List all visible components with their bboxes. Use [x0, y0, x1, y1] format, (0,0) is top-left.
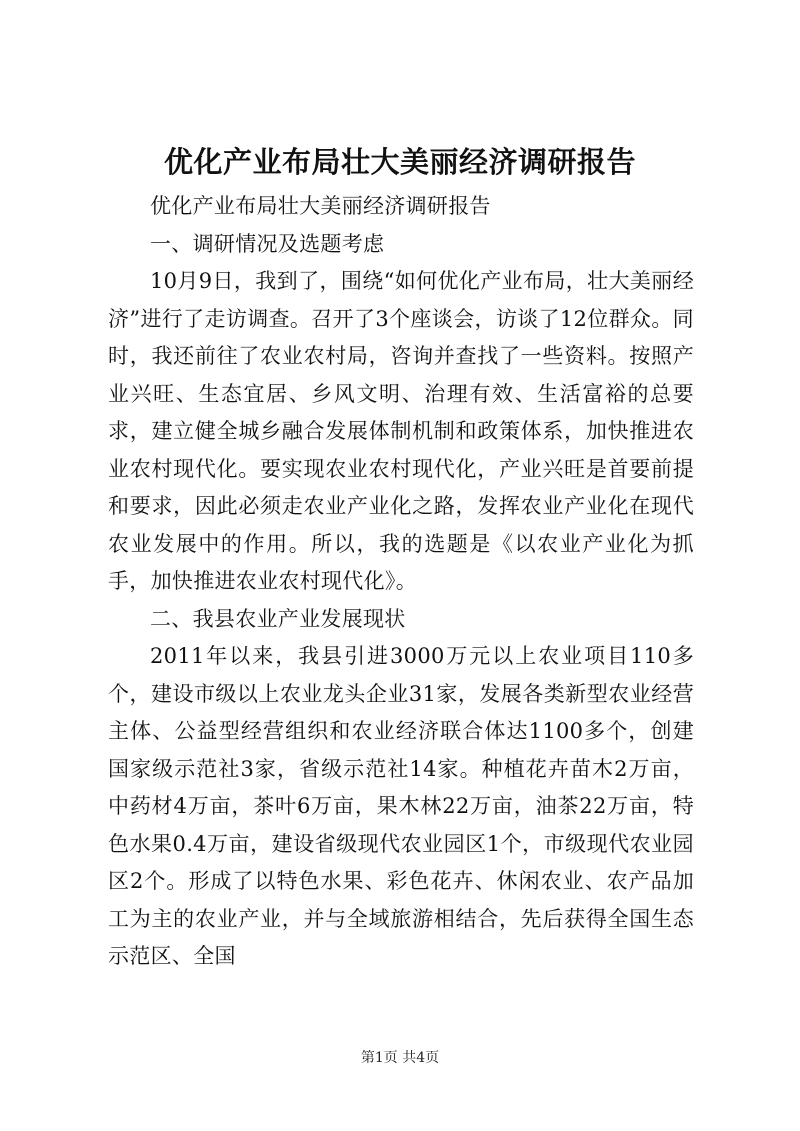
- paragraph-status: 2011年以来，我县引进3000万元以上农业项目110多个，建设市级以上农业龙头企业31家，发展各类新型农业经营主体、公益型经营组织和农业经济联合体达1100多个，创建国家级示范社3家，省级示范社14家。种植花卉苗木2万亩，中药材4万亩，茶叶6万亩，果木林22万亩，油茶22万亩，特色水果0.4万亩，建设省级现代农业园区1个，市级现代农业园区2个。形成了以特色水果、彩色花卉、休闲农业、农产品加工为主的农业产业，并与全域旅游相结合，先后获得全国生态示范区、全国: [108, 644, 694, 968]
- paragraph-subtitle: 优化产业布局壮大美丽经济调研报告: [150, 194, 491, 218]
- page-footer: 第1页 共4页: [360, 1050, 440, 1066]
- section-heading-2: 二、我县农业产业发展现状: [150, 606, 406, 631]
- paragraph-survey: 10月9日，我到了，围绕“如何优化产业布局，壮大美丽经济”进行了走访调查。召开了3个座谈会，访谈了12位群众。同时，我还前往了农业农村局，咨询并查找了一些资料。按照产业兴旺、生态宜居、乡风文明、治理有效、生活富裕的总要求，建立健全城乡融合发展体制机制和政策体系，加快推进农业农村现代化。要实现农业农村现代化，产业兴旺是首要前提和要求，因此必须走农业产业化之路，发挥农业产业化在现代农业发展中的作用。所以，我的选题是《以农业产业化为抓手，加快推进农业农村现代化》。: [108, 269, 694, 593]
- section-heading-1: 一、调研情况及选题考虑: [150, 231, 385, 256]
- document-body: [108, 188, 694, 976]
- document-title: 优化产业布局壮大美丽经济调研报告: [163, 145, 636, 179]
